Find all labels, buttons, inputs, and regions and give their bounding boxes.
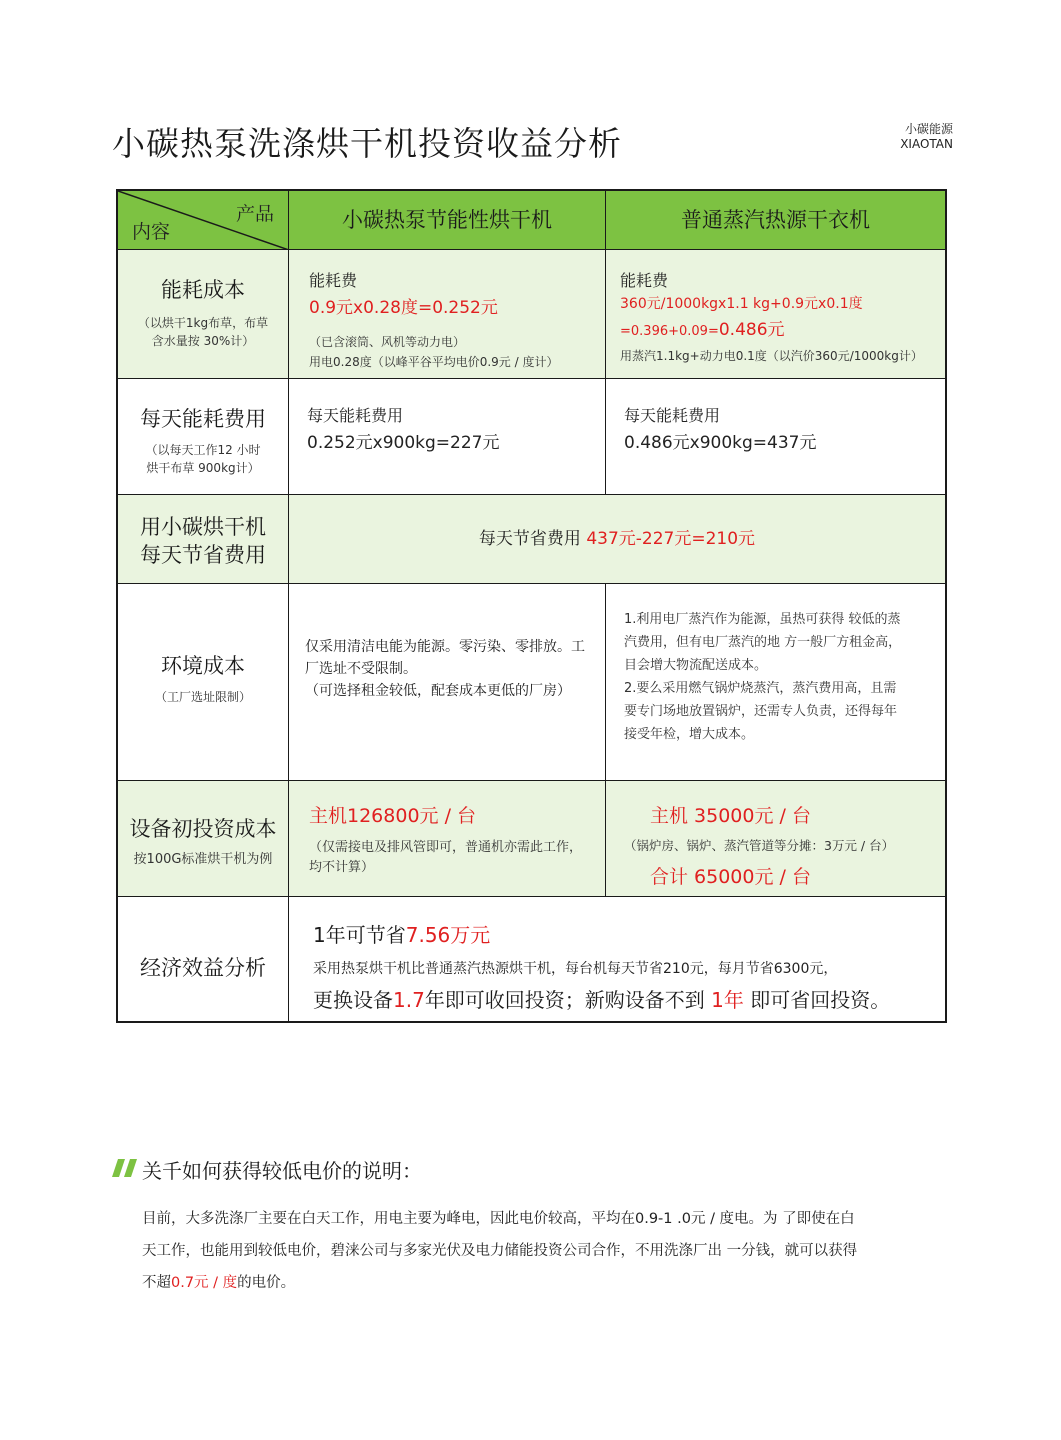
daily-c2-value: 0.486元x900kg=437元 (624, 433, 817, 453)
energy-c2-note: 用蒸汽1.1kg+动力电0.1度（以汽价360元/1000kg计） (620, 349, 923, 363)
env-c2-line3: 目会增大物流配送成本。 (624, 658, 768, 673)
env-sub: （工厂选址限制） (154, 690, 251, 704)
saving-label1: 用小碳烘干机 (140, 515, 266, 539)
row-label-econ (118, 897, 289, 1021)
note-p1: 目前，大多洗涤厂主要在白天工作，用电主要为峰电，因此电价较高，平均在0.9-1 .0元 / 度电。为 了即使在白 (142, 1211, 855, 1227)
energy-c2-title: 能耗费 (620, 271, 669, 290)
note-p3c: 的电价。 (237, 1275, 296, 1291)
econ-label: 经济效益分析 (140, 956, 266, 980)
note-p3b: 0.7元 / 度 (171, 1275, 238, 1291)
invest-c2-main: 主机 35000元 / 台 (650, 805, 811, 827)
env-cell-heatpump (289, 584, 606, 781)
daily-cell-steam (606, 379, 945, 495)
env-c2-line4: 2.要么采用燃气锅炉烧蒸汽，蒸汽费用高，且需 (624, 681, 897, 696)
invest-sub: 按100G标准烘干机为例 (133, 852, 273, 867)
env-c1-line2: 厂选址不受限制。 (305, 661, 417, 677)
econ-line2: 采用热泵烘干机比普通蒸汽热源烘干机，每台机每天节省210元，每月节省6300元， (313, 961, 838, 977)
econ-line3b: 1.7 (393, 988, 425, 1012)
energy-c2-formula2a: =0.396+0.09= (620, 324, 719, 339)
invest-c1-note1: （仅需接电及排风管即可，普通机亦需此工作， (309, 840, 583, 855)
econ-line3a: 更换设备 (313, 988, 393, 1012)
env-c2-line6: 接受年检，增大成本。 (624, 727, 755, 742)
header-col1-label: 小碳热泵节能性烘干机 (342, 208, 552, 232)
env-c1-line1: 仅采用清洁电能为能源。零污染、零排放。工 (305, 639, 585, 655)
daily-sub2: 烘干布草 900kg计） (146, 461, 260, 475)
header-col2-label: 普通蒸汽热源干衣机 (681, 208, 870, 232)
note-p3 (142, 1267, 957, 1299)
row-label-env (118, 584, 289, 781)
note-heading: 关千如何获得较低电价的说明： (142, 1159, 422, 1183)
env-cell-steam (606, 584, 945, 781)
energy-label: 能耗成本 (161, 278, 245, 302)
daily-c2-title: 每天能耗费用 (624, 406, 721, 425)
env-c2-line2: 汽费用，但有电厂蒸汽的地 方一般厂方租金高， (624, 635, 902, 650)
brand-en: XIAOTAN (900, 137, 953, 151)
energy-cell-steam (606, 250, 945, 379)
invest-c2-total: 合计 65000元 / 台 (650, 866, 811, 888)
daily-sub1: （以每天工作12 小时 (145, 443, 261, 457)
econ-cell (289, 897, 945, 1021)
daily-cell-heatpump (289, 379, 606, 495)
energy-sub2: 含水量按 30%计） (151, 334, 255, 348)
invest-c1-main: 主机126800元 / 台 (309, 805, 477, 827)
header-col-steam (606, 191, 945, 250)
energy-c1-formula: 0.9元x0.28度=0.252元 (309, 298, 498, 318)
note-body (142, 1203, 957, 1299)
energy-c1-title: 能耗费 (309, 271, 358, 290)
energy-c2-formula2b: 0.486元 (718, 320, 785, 340)
invest-label: 设备初投资成本 (129, 817, 277, 841)
econ-line1a: 1年可节省 (313, 923, 406, 947)
energy-cell-heatpump (289, 250, 606, 379)
note-p3a: 不超 (142, 1275, 171, 1291)
daily-label: 每天能耗费用 (140, 407, 266, 431)
header-corner-top: 产品 (235, 203, 274, 225)
energy-c2-formula1: 360元/1000kgx1.1 kg+0.9元x0.1度 (620, 296, 863, 312)
energy-c1-note2: 用电0.28度（以峰平谷平均电价0.9元 / 度计） (309, 355, 559, 369)
daily-c1-title: 每天能耗费用 (307, 406, 404, 425)
econ-line3d: 1年 (711, 988, 744, 1012)
saving-text: 每天节省费用 (478, 529, 587, 549)
comparison-table (116, 189, 947, 1023)
econ-line3e: 即可省回投资。 (743, 988, 891, 1012)
daily-c1-value: 0.252元x900kg=227元 (307, 433, 500, 453)
invest-c2-note: （锅炉房、锅炉、蒸汽管道等分摊：3万元 / 台） (624, 838, 895, 853)
invest-cell-steam (606, 781, 945, 897)
header-corner-bottom: 内容 (132, 221, 171, 243)
row-label-invest (118, 781, 289, 897)
env-c1-line3: （可选择租金较低，配套成本更低的厂房） (305, 683, 571, 699)
page-title: 小碳热泵洗涤烘干机投资收益分析 (112, 124, 622, 163)
row-label-daily (118, 379, 289, 495)
env-label: 环境成本 (161, 654, 245, 678)
econ-line1b: 7.56万元 (405, 923, 491, 947)
header-corner-cell (118, 191, 289, 250)
saving-cell (289, 495, 945, 584)
env-c2-line1: 1.利用电厂蒸汽作为能源，虽热可获得 较低的蒸 (624, 612, 901, 627)
invest-c1-note2: 均不计算） (309, 860, 375, 875)
brand-cn: 小碳能源 (904, 122, 953, 136)
energy-sub1: （以烘干1kg布草，布草 (137, 316, 269, 330)
note-p2: 天工作，也能用到较低电价，碧涞公司与多家光伏及电力储能投资公司合作，不用洗涤厂出 一分钱，就可以获得 (142, 1243, 858, 1259)
econ-line3c: 年即可收回投资；新购设备不到 (424, 988, 712, 1012)
invest-cell-heatpump (289, 781, 606, 897)
double-slash-icon (112, 1159, 138, 1177)
brand-logo (900, 122, 953, 152)
row-label-energy (118, 250, 289, 379)
energy-c1-note1: （已含滚筒、风机等动力电） (309, 335, 466, 349)
row-label-saving (118, 495, 289, 584)
header-col-heatpump (289, 191, 606, 250)
env-c2-line5: 要专门场地放置锅炉，还需专人负责，还得每年 (624, 704, 898, 719)
saving-value: 437元-227元=210元 (586, 529, 756, 549)
saving-label2: 每天节省费用 (140, 543, 266, 567)
